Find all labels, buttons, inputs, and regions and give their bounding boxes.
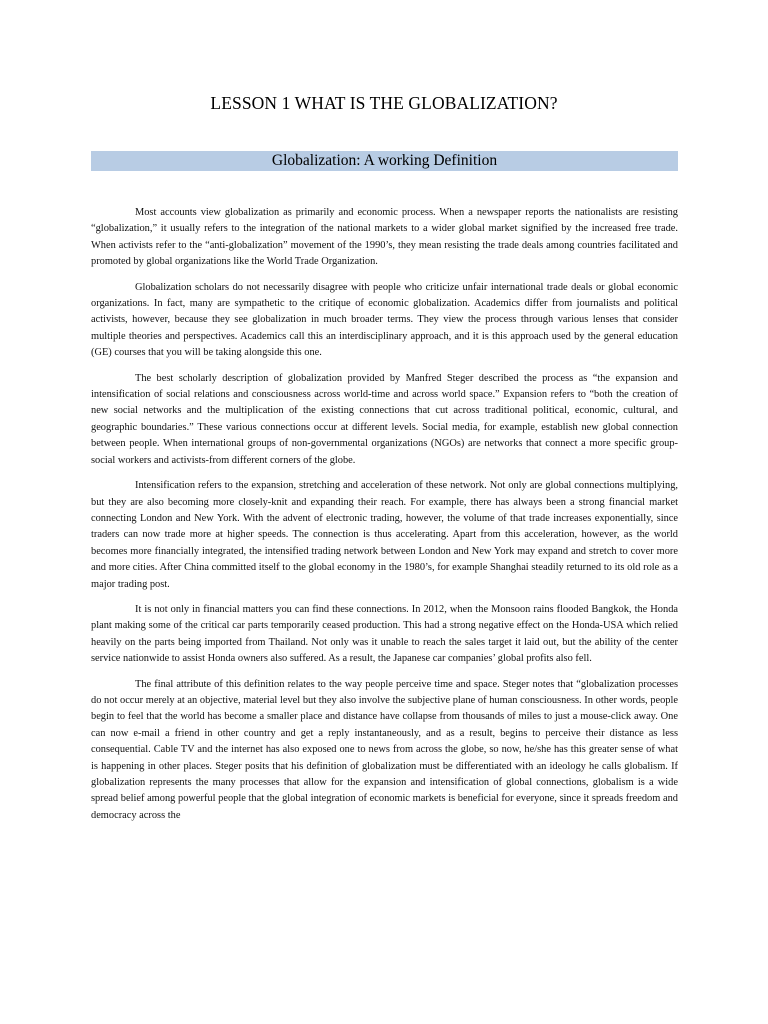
paragraph-5: It is not only in financial matters you can find these connections. In 2012, when the Monsoon rains flooded Bangkok, the Honda plant making some of the critical car parts temporarily ceased production. This had a strong negative effect on the Honda-USA which relied heavily on the parts being imported from Thailand. Not only was it unable to reach the sales target it laid out, but the ability of the center service nationwide to assist Honda owners also suffered. As a result, the Japanese car companies’ global profits also fell. xyxy=(91,603,678,665)
paragraph-3: The best scholarly description of globalization provided by Manfred Steger described the process as “the expansion and intensification of social relations and consciousness across world-time and across world space.” Expansion refers to “both the creation of new social networks and the multiplication of the existing connections that cut across traditional political, economic, cultural, and geographic boundaries.” These various connections occur at different levels. Social media, for example, establish new global connection between people. When international groups of non-governmental organizations (NGOs) are networks that connect a more specific group-social workers and activists-from different corners of the globe. xyxy=(91,372,678,466)
paragraph-2: Globalization scholars do not necessarily disagree with people who criticize unfair international trade deals or global economic organizations. In fact, many are sympathetic to the critique of economic globalization. Academics differ from journalists and political activists, however, because they see globalization in much broader terms. They view the process through various lenses that consider multiple theories and perspectives. Academics call this an interdisciplinary approach, and it is this approach used by the general education (GE) courses that you will be taking alongside this one. xyxy=(91,281,678,359)
paragraph-4: Intensification refers to the expansion, stretching and acceleration of these network. Not only are global connections multiplying, but they are also becoming more closely-knit and expanding their reach. For example, there has always been a strong financial market connecting London and New York. With the advent of electronic trading, however, the volume of that trade increases exponentially, since traders can now trade more at higher speeds. The connection is thus accelerating. Apart from this acceleration, however, as the world becomes more financially integrated, the intensified trading network between London and New York may expand and stretch to cover more and more cities. After China committed itself to the global economy in the 1980’s, for example Shanghai steadily returned to its old role as a major trading post. xyxy=(91,480,678,590)
lesson-title: LESSON 1 WHAT IS THE GLOBALIZATION? xyxy=(210,93,558,113)
body-text xyxy=(91,205,678,833)
section-heading: Globalization: A working Definition xyxy=(271,152,498,169)
paragraph-6: The final attribute of this definition relates to the way people perceive time and space. Steger notes that “globalization processes do not occur merely at an objective, material level but they also involve the subjective plane of human consciousness. In other words, people begin to feel that the world has become a smaller place and distance have collapse from thousands of miles to just a mouse-click away. One can now e-mail a friend in other country and get a reply instantaneously, and as a result, begins to perceive their distance as less consequential. Cable TV and the internet has also exposed one to news from across the globe, so now, he/she has this greater sense of what is happening in other places. Steger posits that his definition of globalization must be differentiated with an ideology he calls globalism. If globalization represents the many processes that allow for the expansion and intensification of global connections, globalism is a wide spread belief among powerful people that the global integration of economic markets is beneficial for everyone, since it spreads freedom and democracy across the xyxy=(91,678,678,821)
paragraph-1: Most accounts view globalization as primarily and economic process. When a newspaper reports the nationalists are resisting “globalization,” it usually refers to the integration of the national markets to a wider global market signified by the increased free trade. When activists refer to the “anti-globalization” movement of the 1990’s, they mean resisting the trade deals among countries facilitated and promoted by global organizations like the World Trade Organization. xyxy=(91,207,678,268)
